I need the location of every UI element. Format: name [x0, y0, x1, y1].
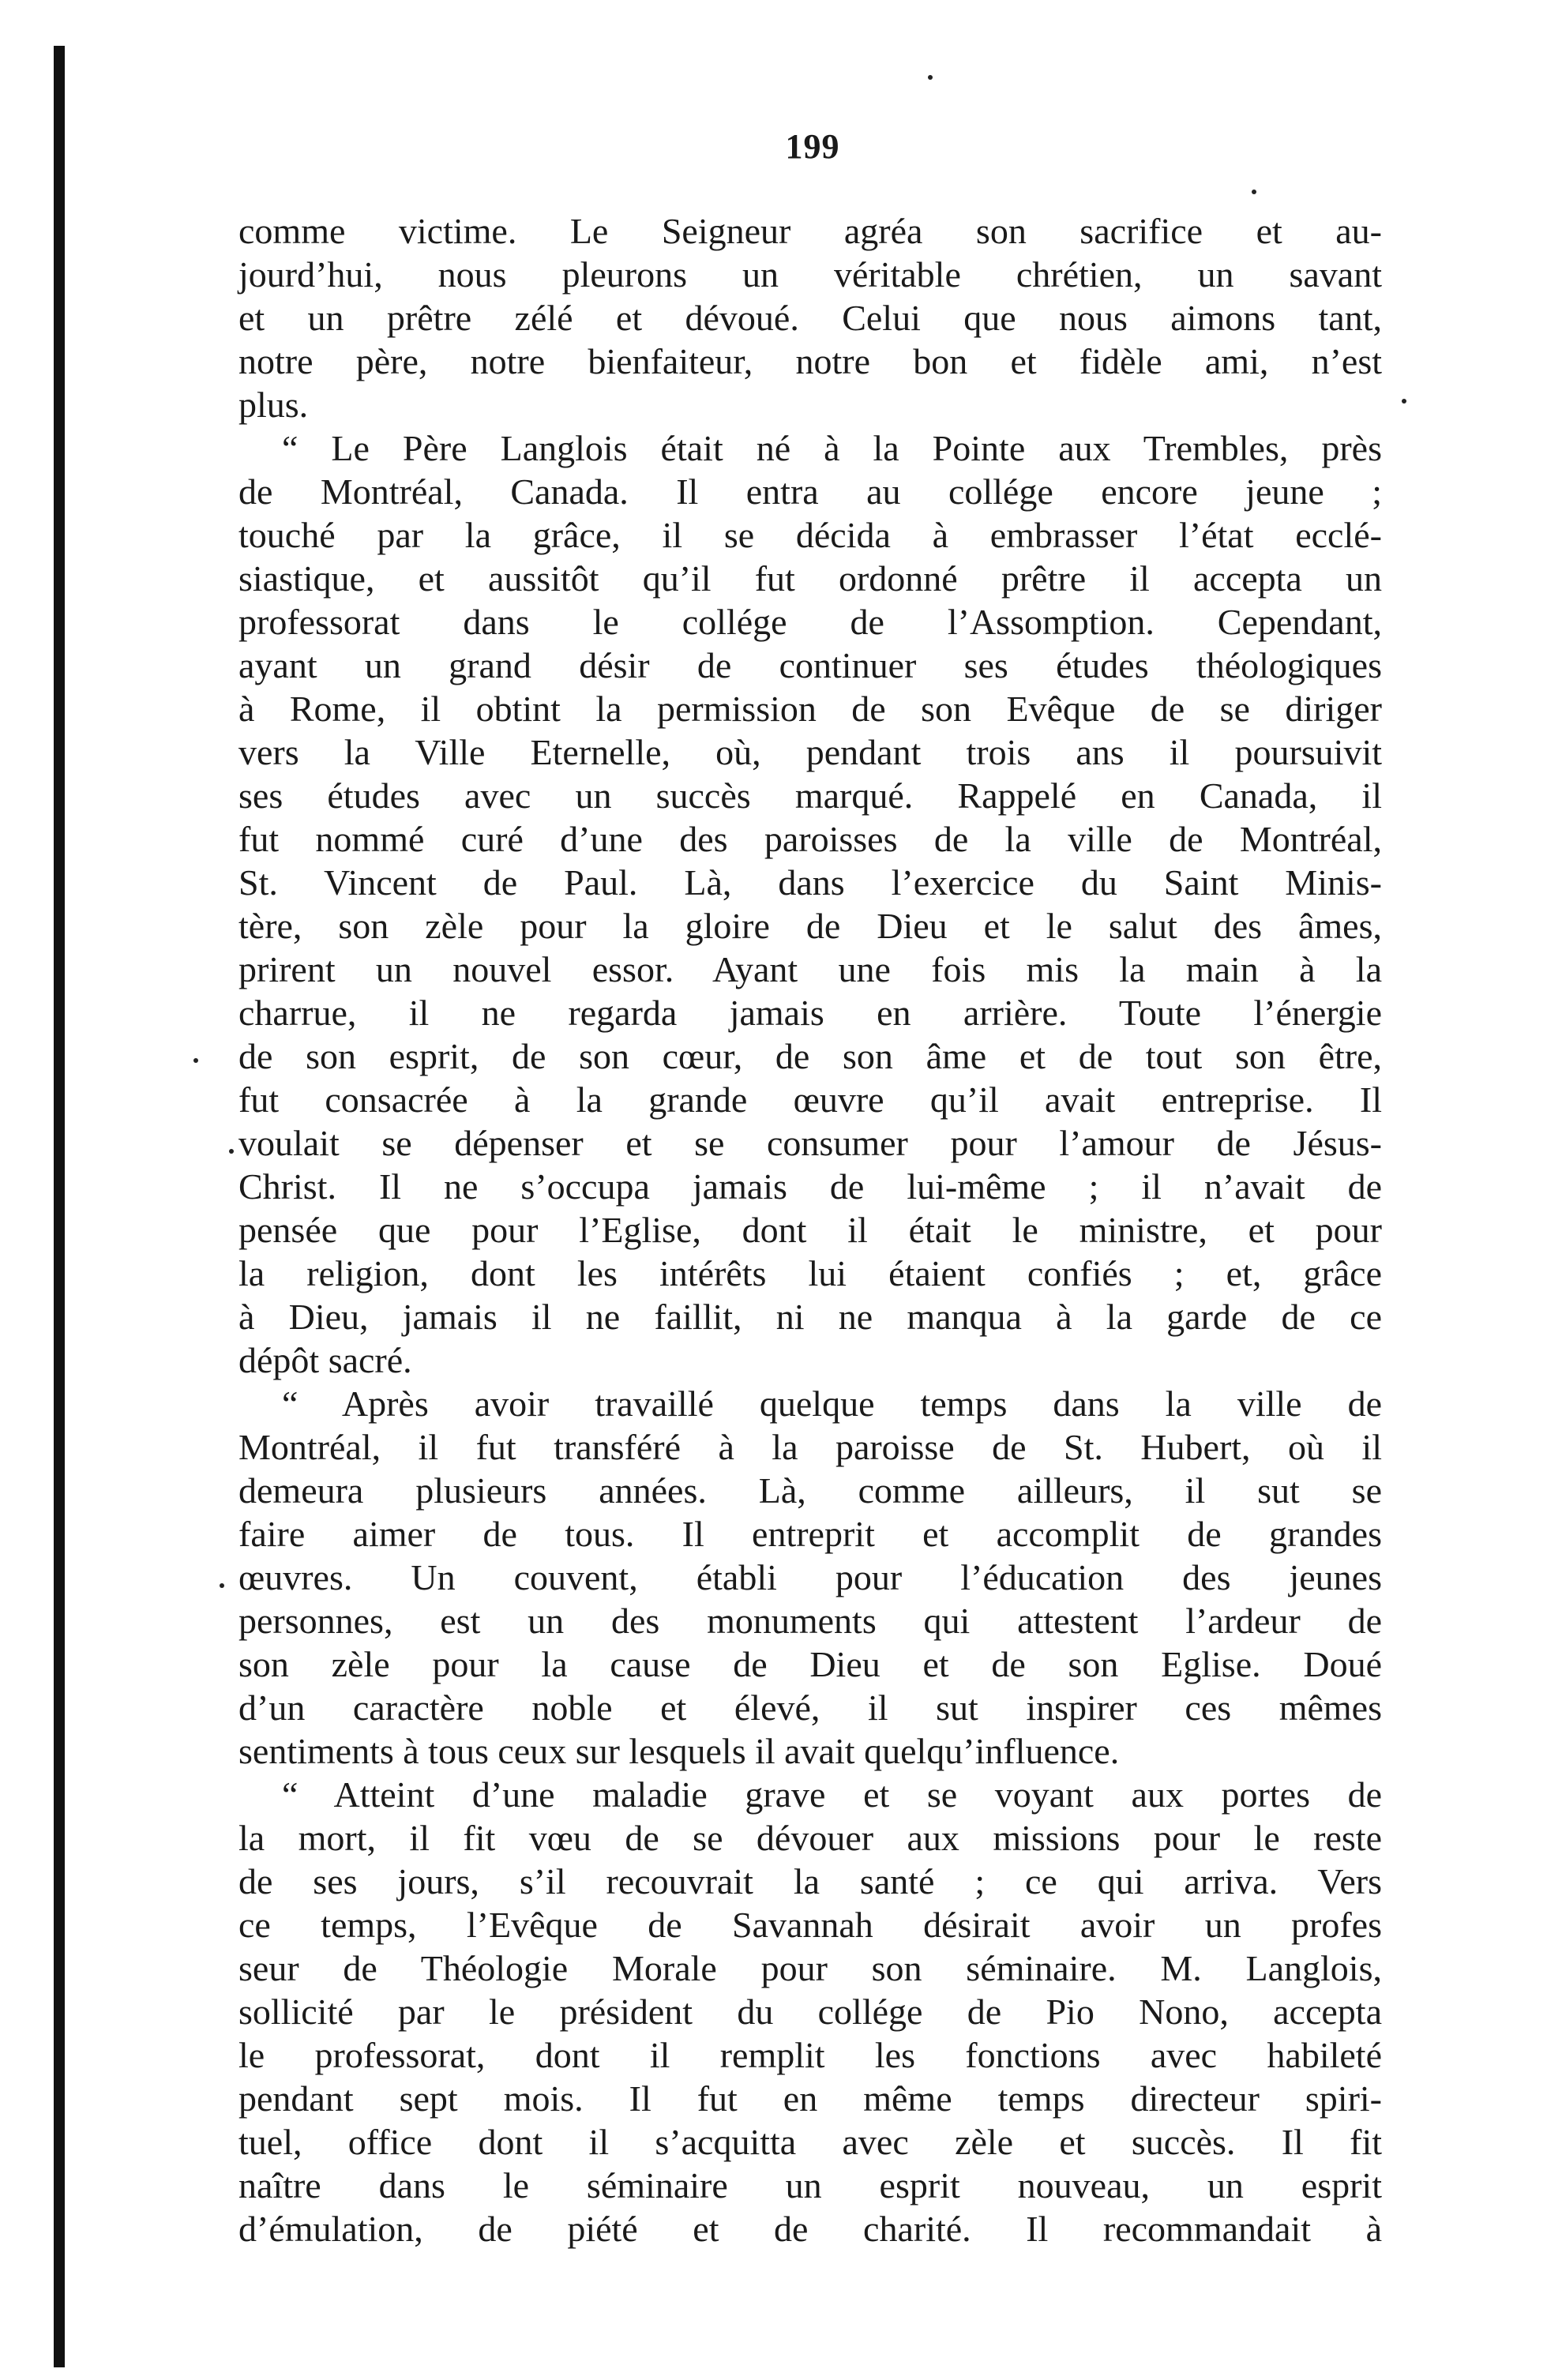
- ink-speck: [928, 75, 933, 80]
- text-line: professorat dans le collége de l’Assomption. Cependant,: [238, 602, 1382, 642]
- text-line: et un prêtre zélé et dévoué. Celui que nous aimons tant,: [238, 298, 1382, 338]
- ink-speck: [229, 1149, 234, 1154]
- text-line: notre père, notre bienfaiteur, notre bon et fidèle ami, n’est: [238, 341, 1382, 381]
- text-line: jourd’hui, nous pleurons un véritable chrétien, un savant: [238, 254, 1382, 295]
- text-line: le professorat, dont il remplit les fonctions avec habileté: [238, 2035, 1382, 2075]
- text-line: de ses jours, s’il recouvrait la santé ; ce qui arriva. Vers: [238, 1861, 1382, 1901]
- text-line: pendant sept mois. Il fut en même temps directeur spiri-: [238, 2078, 1382, 2119]
- text-line: sollicité par le président du collége de Pio Nono, accepta: [238, 1991, 1382, 2032]
- text-line: de son esprit, de son cœur, de son âme et de tout son être,: [238, 1036, 1382, 1076]
- text-line: siastique, et aussitôt qu’il fut ordonné prêtre il accepta un: [238, 558, 1382, 599]
- text-line: fut nommé curé d’une des paroisses de la ville de Montréal,: [238, 819, 1382, 859]
- ink-speck: [1402, 399, 1406, 404]
- text-line: ses études avec un succès marqué. Rappelé en Canada, il: [238, 775, 1382, 816]
- text-line: naître dans le séminaire un esprit nouveau, un esprit: [238, 2165, 1382, 2205]
- text-line: pensée que pour l’Eglise, dont il était le ministre, et pour: [238, 1210, 1382, 1250]
- text-line: voulait se dépenser et se consumer pour l’amour de Jésus-: [238, 1123, 1382, 1163]
- text-line: “ Le Père Langlois était né à la Pointe aux Trembles, près: [282, 428, 1382, 468]
- page-number: 199: [785, 127, 840, 166]
- text-line: de Montréal, Canada. Il entra au collége encore jeune ;: [238, 471, 1382, 512]
- page-edge-shadow: [54, 46, 65, 2367]
- ink-speck: [193, 1058, 198, 1063]
- text-line: œuvres. Un couvent, établi pour l’éducation des jeunes: [238, 1557, 1382, 1597]
- text-line: tère, son zèle pour la gloire de Dieu et le salut des âmes,: [238, 906, 1382, 946]
- text-line: demeura plusieurs années. Là, comme ailleurs, il sut se: [238, 1470, 1382, 1511]
- text-line: charrue, il ne regarda jamais en arrière. Toute l’énergie: [238, 993, 1382, 1033]
- text-line: tuel, office dont il s’acquitta avec zèle et succès. Il fit: [238, 2122, 1382, 2162]
- text-line: vers la Ville Eternelle, où, pendant trois ans il poursuivit: [238, 732, 1382, 772]
- text-line: personnes, est un des monuments qui attestent l’ardeur de: [238, 1601, 1382, 1641]
- text-line: la mort, il fit vœu de se dévouer aux missions pour le reste: [238, 1818, 1382, 1858]
- ink-speck: [1252, 190, 1256, 194]
- text-line: à Rome, il obtint la permission de son Evêque de se diriger: [238, 689, 1382, 729]
- text-line: touché par la grâce, il se décida à embrasser l’état ecclé-: [238, 515, 1382, 555]
- text-line: à Dieu, jamais il ne faillit, ni ne manqua à la garde de ce: [238, 1297, 1382, 1337]
- text-line: “ Après avoir travaillé quelque temps dans la ville de: [282, 1383, 1382, 1424]
- text-line: dépôt sacré.: [238, 1340, 412, 1380]
- text-line: St. Vincent de Paul. Là, dans l’exercice du Saint Minis-: [238, 862, 1382, 903]
- body-text: [238, 209, 1382, 2250]
- text-line: fut consacrée à la grande œuvre qu’il avait entreprise. Il: [238, 1079, 1382, 1120]
- text-line: ce temps, l’Evêque de Savannah désirait avoir un profes: [238, 1905, 1382, 1945]
- text-line: plus.: [238, 385, 309, 425]
- text-line: sentiments à tous ceux sur lesquels il avait quelqu’influence.: [238, 1731, 1120, 1771]
- ink-speck: [220, 1583, 224, 1588]
- text-line: “ Atteint d’une maladie grave et se voyant aux portes de: [282, 1774, 1382, 1815]
- text-line: ayant un grand désir de continuer ses études théologiques: [238, 645, 1382, 685]
- text-line: son zèle pour la cause de Dieu et de son Eglise. Doué: [238, 1644, 1382, 1684]
- text-line: d’un caractère noble et élevé, il sut inspirer ces mêmes: [238, 1687, 1382, 1728]
- text-line: faire aimer de tous. Il entreprit et accomplit de grandes: [238, 1514, 1382, 1554]
- text-line: Montréal, il fut transféré à la paroisse de St. Hubert, où il: [238, 1427, 1382, 1467]
- text-line: comme victime. Le Seigneur agréa son sacrifice et au-: [238, 211, 1382, 251]
- text-line: d’émulation, de piété et de charité. Il recommandait à: [238, 2209, 1382, 2249]
- text-line: Christ. Il ne s’occupa jamais de lui-même ; il n’avait de: [238, 1166, 1382, 1207]
- text-line: prirent un nouvel essor. Ayant une fois mis la main à la: [238, 949, 1382, 989]
- text-line: seur de Théologie Morale pour son séminaire. M. Langlois,: [238, 1948, 1382, 1988]
- text-line: la religion, dont les intérêts lui étaient confiés ; et, grâce: [238, 1253, 1382, 1293]
